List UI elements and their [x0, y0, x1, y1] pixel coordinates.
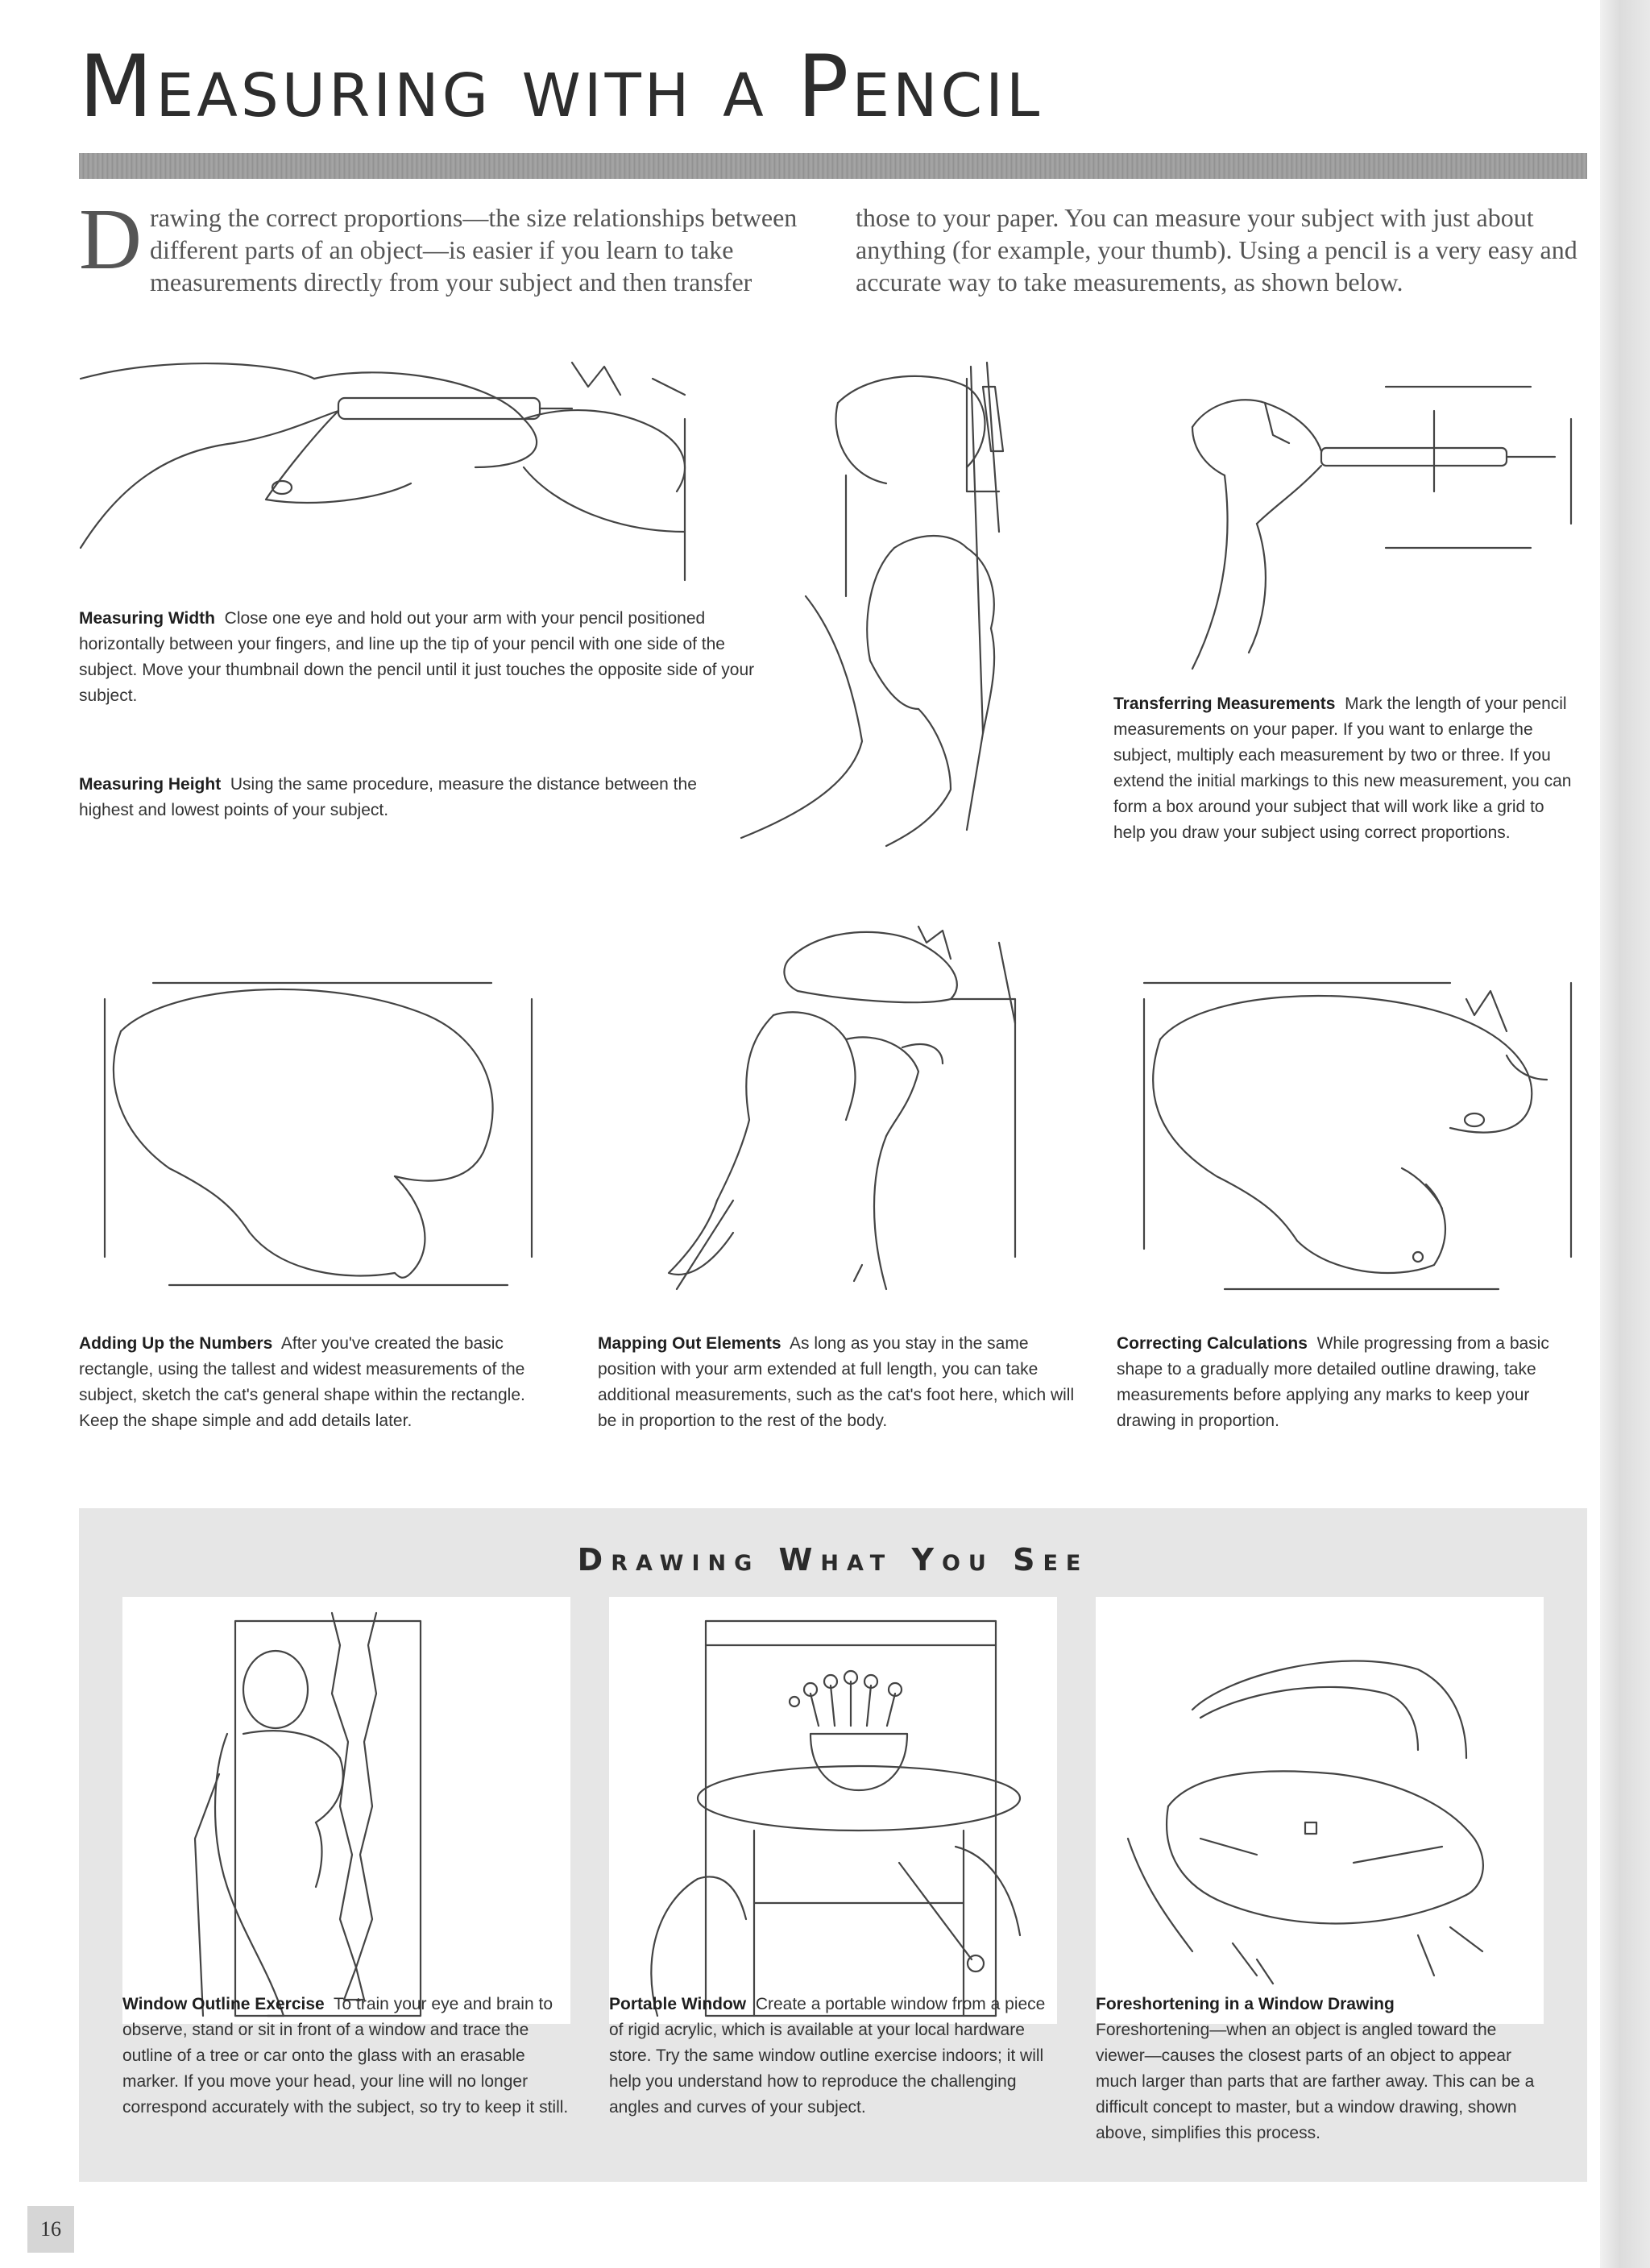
portable-window-illustration — [609, 1597, 1057, 2024]
caption-body: Foreshortening—when an object is angled toward the viewer—causes the closest parts of an object to appear much larger than parts that are farther away. This can be a difficult concept to master, but a window drawing, shown above, simplifies this process. — [1096, 2021, 1535, 2142]
measuring-height-illustration — [725, 355, 1096, 854]
caption-heading: Correcting Calculations — [1117, 1334, 1308, 1353]
caption-body: Mark the length of your pencil measurements on your paper. If you want to enlarge the subject, multiply each measurement by two or three. If you extend the initial markings to this new measurement, you can form a box around your subject that will work like a grid to help you draw your subject using correct proportions. — [1113, 694, 1572, 842]
caption-body: After you've created the basic rectangle, using the tallest and widest measurements of the subject, sketch the cat's general shape within the rectangle. Keep the shape simple and add details later. — [79, 1334, 525, 1430]
caption-heading: Portable Window — [609, 1995, 747, 2013]
caption-window-exercise — [122, 1992, 570, 2121]
caption-measuring-height — [79, 772, 748, 823]
caption-heading: Window Outline Exercise — [122, 1995, 325, 2013]
portable-window-panel — [609, 1597, 1057, 2024]
caption-measuring-width — [79, 606, 788, 709]
intro-column-right: those to your paper. You can measure your subject with just about anything (for example, your thumb). Using a pencil is a very easy and accurate way to take measurements, as shown below. — [856, 203, 1577, 296]
mapping-elements-illustration — [645, 910, 1047, 1297]
caption-transferring — [1113, 691, 1581, 846]
caption-body: To train your eye and brain to observe, stand or sit in front of a window and trace the outline of a tree or car onto the glass with an erasable marker. If you move your head, your line will no longer correspond accurately with the subject, so try to keep it still. — [122, 1995, 569, 2117]
sidebar-title: Drawing What You See — [577, 1542, 1089, 1578]
title-rule — [79, 153, 1587, 179]
caption-mapping-elements — [598, 1331, 1081, 1434]
intro-text-left: rawing the correct proportions—the size relationships between different parts of an object—is easier if you learn to take measurements directly from your subject and then transfer — [150, 203, 798, 296]
drop-cap: D — [79, 192, 142, 288]
page-edge — [1600, 0, 1650, 2268]
caption-heading: Adding Up the Numbers — [79, 1334, 273, 1353]
caption-heading: Foreshortening in a Window Drawing — [1096, 1995, 1395, 2013]
caption-body: As long as you stay in the same position with your arm extended at full length, you can take additional measurements, such as the cat's foot here, which will be in proportion to the rest of the body. — [598, 1334, 1075, 1430]
caption-heading: Measuring Height — [79, 775, 222, 794]
window-exercise-panel — [122, 1597, 570, 2024]
foreshortening-panel — [1096, 1597, 1544, 2024]
caption-heading: Mapping Out Elements — [598, 1334, 781, 1353]
caption-portable-window — [609, 1992, 1057, 2121]
measuring-width-illustration — [73, 346, 717, 588]
page-number: 16 — [27, 2206, 74, 2253]
transferring-illustration — [1176, 379, 1595, 701]
caption-correcting-calculations — [1117, 1331, 1592, 1434]
window-exercise-illustration — [122, 1597, 570, 2024]
foreshortening-car-illustration — [1096, 1597, 1544, 2024]
caption-adding-numbers — [79, 1331, 562, 1434]
adding-numbers-illustration — [89, 967, 556, 1305]
intro-column-left — [79, 192, 801, 298]
page-title: Measuring with a Pencil — [79, 37, 1043, 136]
correcting-calculations-illustration — [1128, 967, 1595, 1305]
caption-body: Create a portable window from a piece of rigid acrylic, which is available at your local hardware store. Try the same window outline exercise indoors; it will help you understand how to reproduce the challenging angles and curves of your subject. — [609, 1995, 1046, 2117]
caption-heading: Measuring Width — [79, 609, 215, 628]
caption-heading: Transferring Measurements — [1113, 694, 1336, 713]
caption-foreshortening — [1096, 1992, 1544, 2146]
caption-body: While progressing from a basic shape to a gradually more detailed outline drawing, take measurements before applying any marks to keep your drawing in proportion. — [1117, 1334, 1549, 1430]
caption-body: Close one eye and hold out your arm with your pencil positioned horizontally between your fingers, and line up the tip of your pencil with one side of the subject. Move your thumbnail down the pencil until it just touches the opposite side of your subject. — [79, 609, 755, 705]
caption-body: Using the same procedure, measure the distance between the highest and lowest points of your subject. — [79, 775, 697, 819]
drawing-what-you-see-sidebar — [79, 1508, 1587, 2182]
